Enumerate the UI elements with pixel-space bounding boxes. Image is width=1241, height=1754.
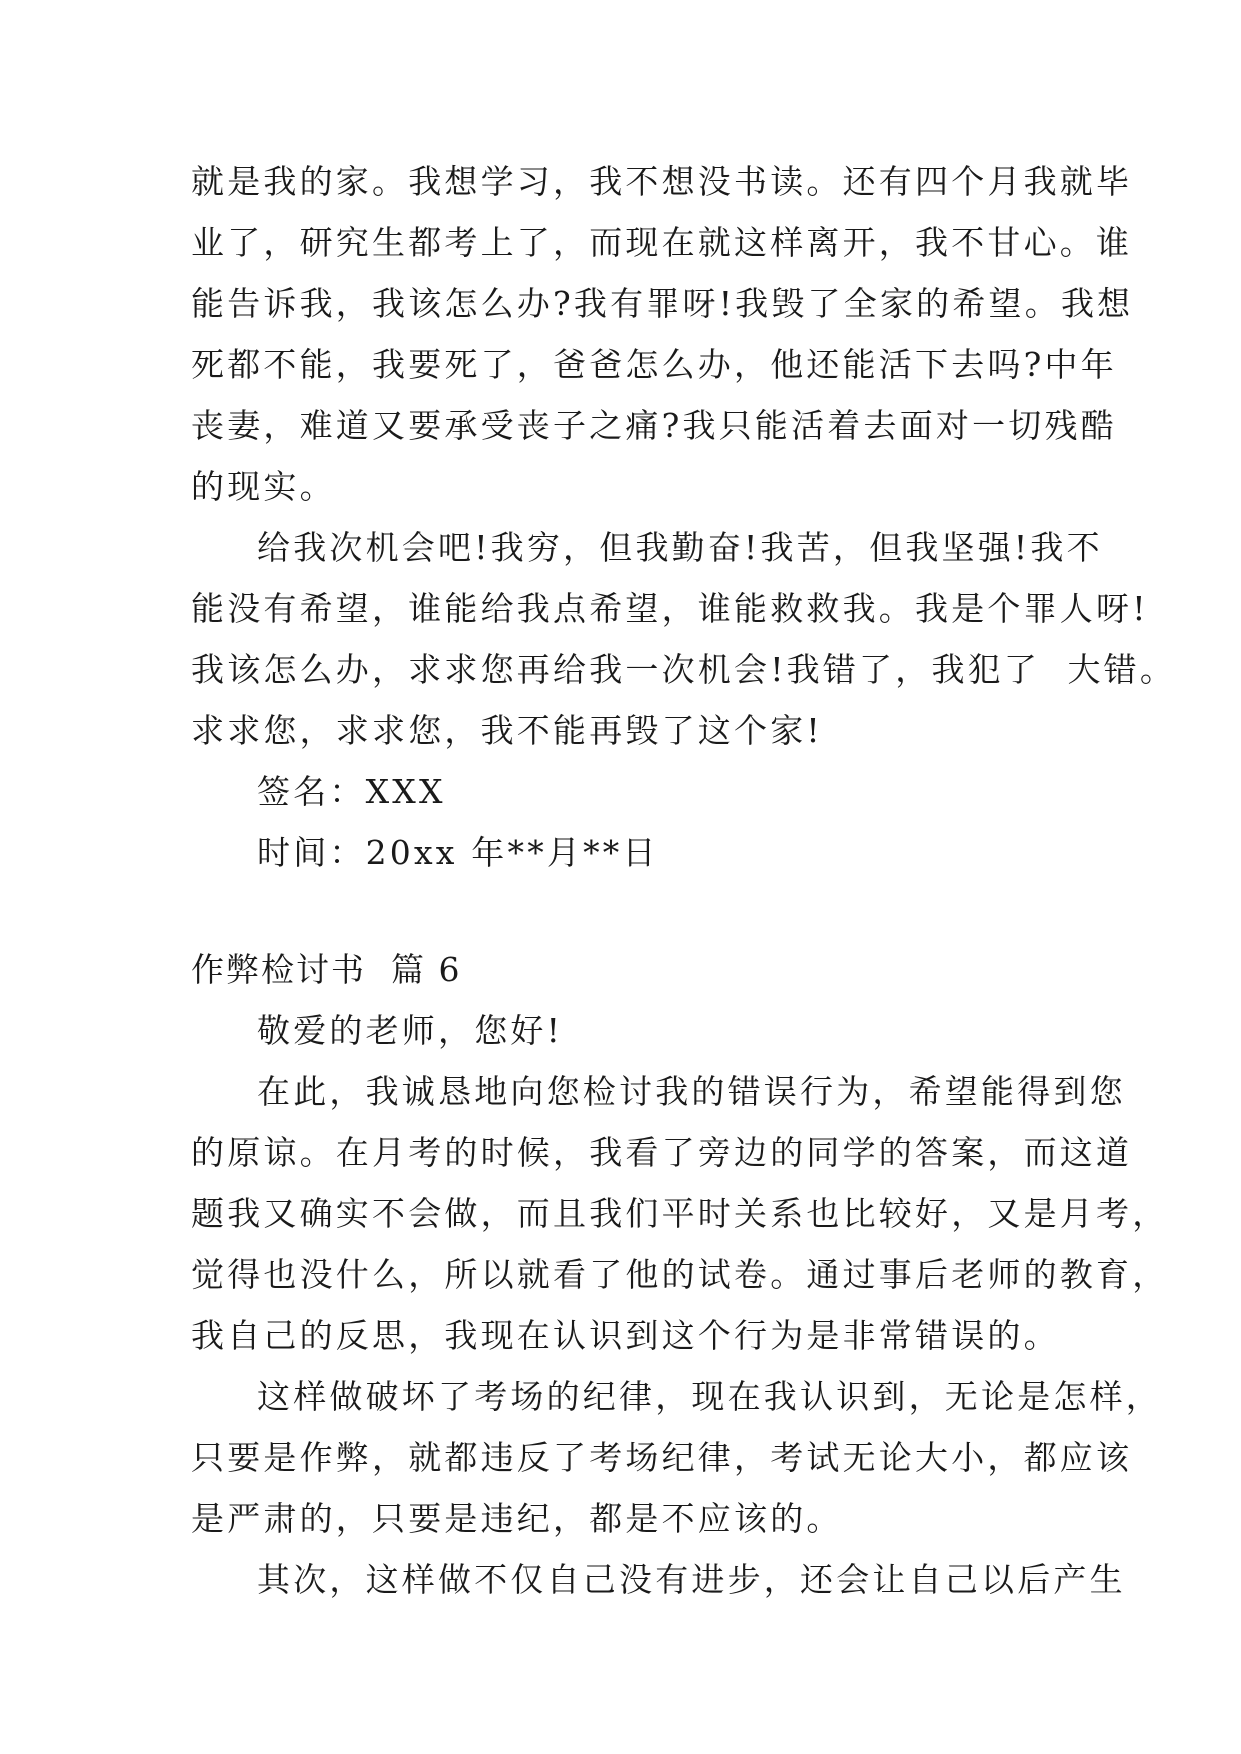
paragraph-line: 业了，研究生都考上了，而现在就这样离开，我不甘心。谁: [191, 223, 1133, 262]
paragraph-line: 能没有希望，谁能给我点希望，谁能救救我。我是个罪人呀!: [191, 589, 1149, 628]
signature-line: 签名：XXX: [257, 772, 446, 811]
paragraph-line: 题我又确实不会做，而且我们平时关系也比较好，又是月考，: [191, 1194, 1169, 1233]
paragraph-line: 的现实。: [191, 467, 336, 506]
paragraph-line: 的原谅。在月考的时候，我看了旁边的同学的答案，而这道: [191, 1133, 1133, 1172]
paragraph-line: 我该怎么办，求求您再给我一次机会!我错了，我犯了 大错。: [191, 650, 1177, 689]
date-line: 时间：20xx 年**月**日: [257, 833, 659, 872]
paragraph-line: 觉得也没什么，所以就看了他的试卷。通过事后老师的教育，: [191, 1255, 1169, 1294]
paragraph-line: 这样做破坏了考场的纪律，现在我认识到，无论是怎样，: [257, 1377, 1162, 1416]
paragraph-line: 求求您，求求您，我不能再毁了这个家!: [191, 711, 823, 750]
paragraph-line: 是严肃的，只要是违纪，都是不应该的。: [191, 1499, 843, 1538]
paragraph-line: 丧妻，难道又要承受丧子之痛?我只能活着去面对一切残酷: [191, 406, 1117, 445]
paragraph-line: 只要是作弊，就都违反了考场纪律，考试无论大小，都应该: [191, 1438, 1133, 1477]
paragraph-line: 就是我的家。我想学习，我不想没书读。还有四个月我就毕: [191, 162, 1133, 201]
paragraph-line: 死都不能，我要死了，爸爸怎么办，他还能活下去吗?中年: [191, 345, 1117, 384]
paragraph-line: 能告诉我，我该怎么办?我有罪呀!我毁了全家的希望。我想: [191, 284, 1134, 323]
salutation-line: 敬爱的老师，您好!: [257, 1011, 564, 1050]
section-heading: 作弊检讨书 篇 6: [191, 950, 462, 989]
paragraph-line: 给我次机会吧!我穷，但我勤奋!我苦，但我坚强!我不: [257, 528, 1103, 567]
paragraph-line: 我自己的反思，我现在认识到这个行为是非常错误的。: [191, 1316, 1060, 1355]
paragraph-line: 其次，这样做不仅自己没有进步，还会让自己以后产生: [257, 1560, 1126, 1599]
paragraph-line: 在此，我诚恳地向您检讨我的错误行为，希望能得到您: [257, 1072, 1126, 1111]
